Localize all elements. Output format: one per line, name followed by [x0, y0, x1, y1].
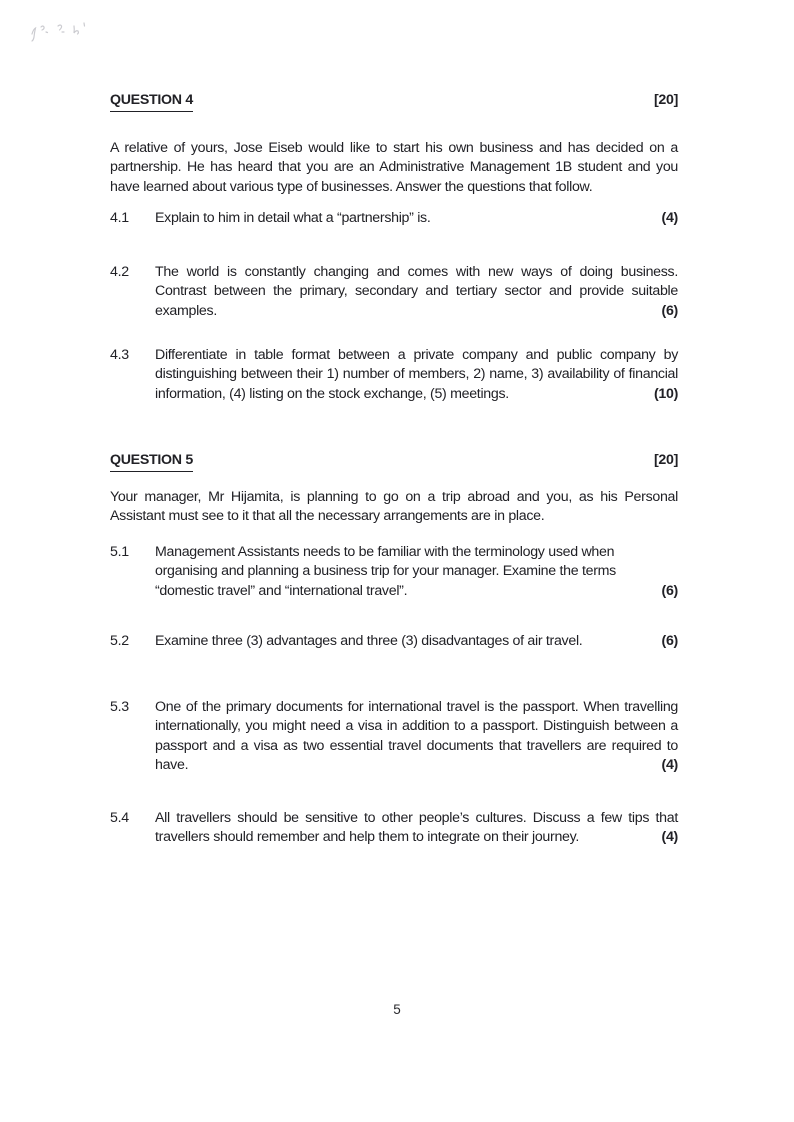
question-item-4-2	[110, 263, 678, 321]
question-item-5-4	[110, 809, 678, 848]
item-body	[155, 263, 678, 321]
item-text: Examine three (3) advantages and three (3) disadvantages of air travel.	[155, 633, 583, 649]
question-4-heading-row	[110, 91, 678, 112]
item-text: One of the primary documents for international travel is the passport. When travelling internationally, you might need a visa in addition to a passport. Distinguish between a passport and a visa as two essential travel documents that travellers are required to have.	[155, 699, 678, 774]
item-number: 4.2	[110, 264, 129, 280]
item-body	[155, 209, 678, 228]
marks-badge: (6)	[661, 302, 678, 319]
item-number: 5.3	[110, 699, 129, 715]
item-body	[155, 809, 678, 848]
question-item-5-3	[110, 698, 678, 776]
question-item-4-3	[110, 346, 678, 404]
item-number: 5.4	[110, 810, 129, 826]
item-text: Management Assistants needs to be familiar with the terminology used when organising and planning a business trip for your manager. Examine the terms “domestic travel” and “international travel”.	[155, 544, 616, 599]
question-4-total-marks: [20]	[653, 92, 678, 108]
question-5-intro: Your manager, Mr Hijamita, is planning to go on a trip abroad and you, as his Personal Assistant must see to it that all the necessary arrangements are in place.	[110, 489, 678, 525]
question-4-title: QUESTION 4	[110, 91, 193, 112]
pencil-scribble-marks	[28, 18, 100, 46]
item-body	[155, 698, 678, 776]
item-number: 5.1	[110, 544, 129, 560]
item-body	[155, 346, 678, 404]
item-number: 4.3	[110, 347, 129, 363]
question-item-4-1	[110, 209, 678, 228]
item-body	[155, 543, 678, 601]
marks-badge: (10)	[653, 385, 678, 402]
item-body	[155, 632, 678, 651]
question-item-5-2	[110, 632, 678, 651]
marks-badge: (4)	[661, 210, 678, 226]
question-5-total-marks: [20]	[653, 452, 678, 468]
question-5-title: QUESTION 5	[110, 451, 193, 472]
marks-badge: (4)	[661, 757, 678, 774]
item-text: All travellers should be sensitive to other people’s cultures. Discuss a few tips that travellers should remember and help them to integrate on their journey.	[155, 810, 678, 846]
page-number: 5	[393, 1002, 401, 1017]
marks-badge: (6)	[661, 582, 678, 599]
question-item-5-1	[110, 543, 678, 601]
item-number: 5.2	[110, 633, 129, 649]
question-5-heading-row	[110, 451, 678, 472]
item-text: The world is constantly changing and comes with new ways of doing business. Contrast between the primary, secondary and tertiary sector and provide suitable examples.	[155, 264, 678, 319]
marks-badge: (6)	[661, 633, 678, 649]
marks-badge: (4)	[661, 829, 678, 846]
item-number: 4.1	[110, 210, 129, 226]
item-text: Explain to him in detail what a “partnership” is.	[155, 210, 431, 226]
question-4-intro: A relative of yours, Jose Eiseb would like to start his own business and has decided on a partnership. He has heard that you are an Administrative Management 1B student and you have learned about various type of businesses. Answer the questions that follow.	[110, 140, 678, 195]
item-text: Differentiate in table format between a private company and public company by distinguishing between their 1) number of members, 2) name, 3) availability of financial information, (4) listing on the stock exchange, (5) meetings.	[155, 347, 678, 402]
